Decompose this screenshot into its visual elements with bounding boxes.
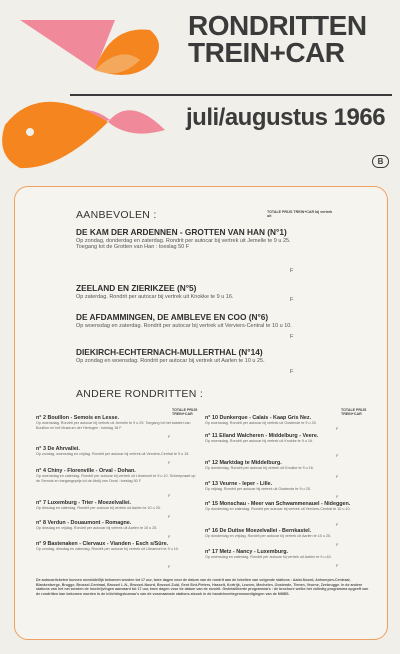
route-desc: Op donderdag. Rondrit per autocar bij vertrek uit Knokke te 9 u 16. [205,466,314,471]
route-name: ZEELAND EN ZIERIKZEE (N°5) [76,283,197,293]
route-desc: Op woensdag en zaterdag. Rondrit per autocar bij vertrek uit Verviers-Central te 10 u 10. [76,322,292,329]
route-name: n° 10 Dunkerque - Calais - Kaap Gris Nez. [205,415,312,421]
route-item [36,446,196,457]
route-desc: Op woensdag. Rondrit per autocar bij vertrek uit Oostende te 9 u 25. [205,421,317,426]
route-desc: Op zondag, donderdag en zaterdag. Rondrit per autocar bij vertrek uit Jemelle te 9 u 25. [76,237,291,244]
route-desc: Op woensdag. Rondrit per autocar bij vertrek uit Knokke te 9 u 16. [205,439,314,444]
title-line-2: TREIN+CAR [188,37,345,68]
route-name: n° 15 Monschau - Meer van Schwammenauel - Nideggen. [205,501,351,507]
andere-heading: ANDERE RONDRITTEN : [76,388,204,400]
route-price: F [290,297,294,303]
route-item [205,460,365,471]
route-price: F [336,522,339,527]
route-desc: Op zaterdag. Rondrit per autocar bij vertrek uit Knokke te 9 u 16. [76,293,234,300]
route-item [36,468,196,483]
route-name: n° 7 Luxemburg - Trier - Moezelvallei. [36,500,132,506]
routes-panel [14,186,388,640]
route-price: F [336,542,339,547]
route-desc: Op donderdag en zaterdag. Rondrit per autocar bij vertrek uit Verviers-Central te 10 u 10. [205,507,351,512]
route-name: n° 11 Eiland Walcheren - Middelburg - Veere. [205,433,319,439]
poster-title [188,12,367,66]
route-extra: Toegang tot de Grotten van Han : toeslag 50 F [76,244,190,251]
route-item [205,528,365,539]
route-price: F [336,426,339,431]
route-price: F [290,369,294,375]
route-desc: Op donderdag en vrijdag. Rondrit per autocar bij vertrek uit Aarlen te 10 u 25. [205,534,332,539]
route-item [76,228,306,251]
route-name: n° 3 De Ahrvallei. [36,446,80,452]
route-name: n° 12 Marktdag te Middelburg. [205,460,282,466]
route-price: F [168,493,171,498]
route-desc: Op dinsdag en vrijdag. Rondrit per autocar bij vertrek uit Aarlen te 10 u 25. [36,526,158,531]
route-desc: Op zondag, dinsdag en zaterdag. Rondrit per autocar bij vertrek uit Libramont te 9 u 10. [36,547,179,552]
route-item [205,481,365,492]
route-name: n° 2 Bouillon - Semois en Lesse. [36,415,120,421]
route-item [205,501,365,512]
route-price: F [168,434,171,439]
route-desc: Op dinsdag en zaterdag. Rondrit per autocar bij vertrek uit Aarlen te 10 u 25. [36,506,161,511]
route-name: DE AFDAMMINGEN, DE AMBLEVE EN COO (N°6) [76,312,269,322]
route-item [36,500,196,511]
footer-notes: De autocarticketen kunnen onmiddellijk bekomen worden tot 17 uur, twee dagen voor de datum van de rondrit aan de loketten van volgende stations : Aalst-Noord, Antwerpen-Centraal, Blankenberge, Brugge, Brussel-Centraal, Brussel L.N., Brussel-Noord, Brussel-Zuid, Gent Sint-Pieters, Hasselt, Kortrijk, Leuven, Mechelen, Oostende, Tienen, Veurne, Zeebrugge. In de andere stations van het net worden de inschrijvingen aanvaard tot 17 uur, twee dagen voor de datum van de rondrit. Gedetailleerde programma's : de brochure welke het volledig programma opgeeft van de rondritten kan bekomen worden in de inlichtingsbureau's van de voornaamste stations alsook in de handelsvertegenwoordigingen van de NMBS. [36,578,369,596]
route-price: F [336,494,339,499]
andere-column-header-right: TOTALE PRIJS TREIN+CAR [341,408,367,417]
route-desc: Op zondag en woensdag. Rondrit per autocar bij vertrek uit Aarlen te 10 u 25. [76,357,265,364]
route-item [76,348,306,364]
route-price: F [168,534,171,539]
route-name: n° 9 Bastenaken - Clervaux - Vianden - Esch s/Sûre. [36,541,169,547]
title-line-1: RONDRITTEN [188,10,367,41]
route-price: F [290,334,294,340]
route-item [205,415,365,426]
poster-subtitle: juli/augustus 1966 [186,104,386,131]
route-price: F [168,460,171,465]
andere-column-header-left: TOTALE PRIJS TREIN+CAR [172,408,198,417]
route-item [76,284,306,300]
butterfly-logo [0,0,180,180]
route-price: F [168,564,171,569]
route-desc: Op vrijdag. Rondrit per autocar bij vertrek uit Oostende te 9 u 25. [205,487,311,492]
route-price: F [336,453,339,458]
route-price: F [290,268,294,274]
route-item [76,313,306,329]
route-item [205,433,365,444]
route-price: F [336,474,339,479]
route-item [205,549,365,560]
aanbevolen-heading: AANBEVOLEN : [76,209,157,221]
route-desc: Op woensdag en zaterdag. Rondrit per autocar bij vertrek uit Aarlen te 9 u 40. [205,555,332,560]
route-price: F [336,563,339,568]
route-name: n° 8 Verdun - Douaumont - Romagne. [36,520,132,526]
route-name: DE KAM DER ARDENNEN - GROTTEN VAN HAN (N°1) [76,227,287,237]
title-rule [70,94,392,96]
country-badge: B [372,155,389,168]
aanbevolen-column-header: TOTALE PRIJS TREIN+CAR bij vertrek uit [267,210,333,219]
route-desc: Op woensdag. Rondrit per autocar bij vertrek uit Jemelle te 9 u 25. Toegang tot het kasteel van Bouillon en het Museum der Hertogen : toeslag 18 F [36,421,191,430]
route-name: n° 17 Metz - Nancy - Luxemburg. [205,549,289,555]
route-desc: Op woensdag en zaterdag. Rondrit per autocar bij vertrek uit Libramont te 9 u 10. Scheepvaart op de Semois en toegangsprijs tot de Abdij van Orval : toeslag 50 F [36,474,196,483]
route-item [36,541,196,552]
route-item [36,520,196,531]
route-name: DIEKIRCH-ECHTERNACH-MULLERTHAL (N°14) [76,347,263,357]
route-name: n° 4 Chiny - Florenville - Orval - Dohan. [36,468,136,474]
route-item [36,415,196,430]
route-desc: Op zondag, woensdag en vrijdag. Rondrit per autocar bij vertrek uit Verviers-Central te 9 u 15. [36,452,190,457]
route-name: n° 16 De Duitse Moezelvallei - Bernkastel. [205,528,312,534]
route-price: F [168,514,171,519]
route-name: n° 13 Veurne - Ieper - Lille. [205,481,273,487]
